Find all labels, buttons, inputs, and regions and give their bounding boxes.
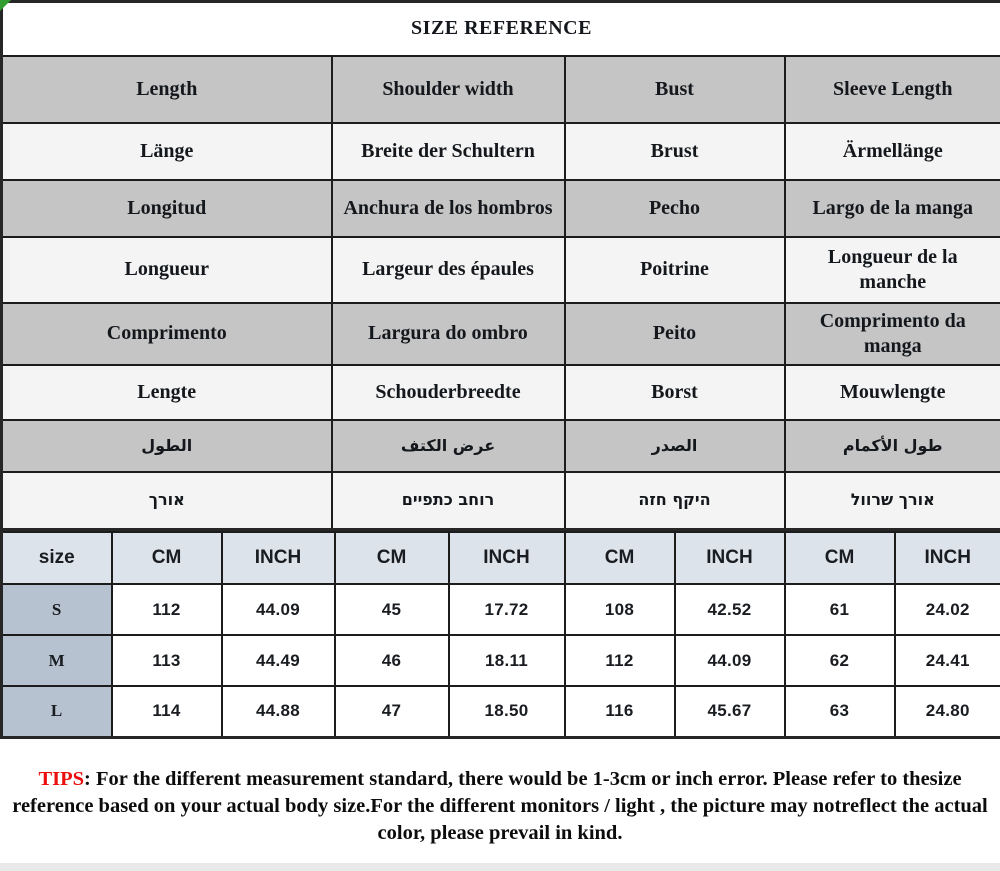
value-cell: 116 [565,686,675,737]
unit-header-cm: CM [335,532,449,584]
size-label-s: S [2,584,112,635]
size-values-table [0,531,1000,739]
value-cell: 61 [785,584,895,635]
size-label-l: L [2,686,112,737]
unit-header-cm: CM [785,532,895,584]
cell-pt-shoulder: Largura do ombro [332,303,565,365]
cell-de-sleeve: Ärmellänge [785,123,1000,180]
cell-fr-length: Longueur [2,237,332,303]
value-cell: 42.52 [675,584,785,635]
value-cell: 18.50 [449,686,565,737]
value-cell: 18.11 [449,635,565,686]
cell-nl-shoulder: Schouderbreedte [332,365,565,420]
cell-de-bust: Brust [565,123,785,180]
table-row-hebrew [2,472,1000,530]
table-row-english [2,56,1000,123]
value-cell: 114 [112,686,222,737]
value-cell: 44.88 [222,686,335,737]
table-row-dutch [2,365,1000,420]
cell-ar-bust: الصدر [565,420,785,472]
size-row-m [2,635,1000,686]
value-cell: 108 [565,584,675,635]
value-cell: 62 [785,635,895,686]
size-row-l [2,686,1000,737]
header-shoulder-width: Shoulder width [332,56,565,123]
cell-fr-sleeve: Longueur de la manche [785,237,1000,303]
corner-marker-icon [0,0,11,11]
cell-pt-bust: Peito [565,303,785,365]
page-title: SIZE REFERENCE [2,2,1000,56]
cell-es-sleeve: Largo de la manga [785,180,1000,237]
unit-header-inch: INCH [449,532,565,584]
value-cell: 45.67 [675,686,785,737]
cell-de-shoulder: Breite der Schultern [332,123,565,180]
cell-he-shoulder: רוחב כתפיים [332,472,565,530]
header-sleeve-length: Sleeve Length [785,56,1000,123]
size-column-header: size [2,532,112,584]
value-cell: 47 [335,686,449,737]
cell-ar-shoulder: عرض الكتف [332,420,565,472]
tips-label: TIPS [38,767,85,790]
header-length: Length [2,56,332,123]
size-label-m: M [2,635,112,686]
cell-fr-bust: Poitrine [565,237,785,303]
cell-pt-length: Comprimento [2,303,332,365]
cell-he-length: אורך [2,472,332,530]
table-row-french [2,237,1000,303]
value-cell: 17.72 [449,584,565,635]
value-cell: 113 [112,635,222,686]
cell-he-bust: היקף חזה [565,472,785,530]
title-row [2,2,1000,56]
units-header-row [2,532,1000,584]
cell-es-length: Longitud [2,180,332,237]
value-cell: 24.80 [895,686,1000,737]
table-row-german [2,123,1000,180]
header-bust: Bust [565,56,785,123]
value-cell: 44.49 [222,635,335,686]
cell-fr-shoulder: Largeur des épaules [332,237,565,303]
unit-header-inch: INCH [675,532,785,584]
value-cell: 112 [112,584,222,635]
value-cell: 44.09 [675,635,785,686]
cell-nl-length: Lengte [2,365,332,420]
cell-he-sleeve: אורך שרוול [785,472,1000,530]
value-cell: 46 [335,635,449,686]
unit-header-inch: INCH [895,532,1000,584]
value-cell: 45 [335,584,449,635]
cell-nl-bust: Borst [565,365,785,420]
unit-header-cm: CM [565,532,675,584]
size-row-s [2,584,1000,635]
tips-text: : For the different measurement standard, there would be 1-3cm or inch error. Please refer to thesize reference based on your actual body size.For the different monitors / light , the picture may notreflect the actual color, please prevail in kind. [12,767,988,844]
cell-ar-sleeve: طول الأكمام [785,420,1000,472]
tips-note [0,739,1000,847]
table-row-portuguese [2,303,1000,365]
value-cell: 44.09 [222,584,335,635]
unit-header-inch: INCH [222,532,335,584]
cell-es-bust: Pecho [565,180,785,237]
cell-pt-sleeve: Comprimento da manga [785,303,1000,365]
value-cell: 63 [785,686,895,737]
table-row-spanish [2,180,1000,237]
value-cell: 112 [565,635,675,686]
table-row-arabic [2,420,1000,472]
unit-header-cm: CM [112,532,222,584]
cell-ar-length: الطول [2,420,332,472]
cell-de-length: Länge [2,123,332,180]
value-cell: 24.41 [895,635,1000,686]
cell-es-shoulder: Anchura de los hombros [332,180,565,237]
value-cell: 24.02 [895,584,1000,635]
cell-nl-sleeve: Mouwlengte [785,365,1000,420]
bottom-margin-strip [0,863,1000,871]
